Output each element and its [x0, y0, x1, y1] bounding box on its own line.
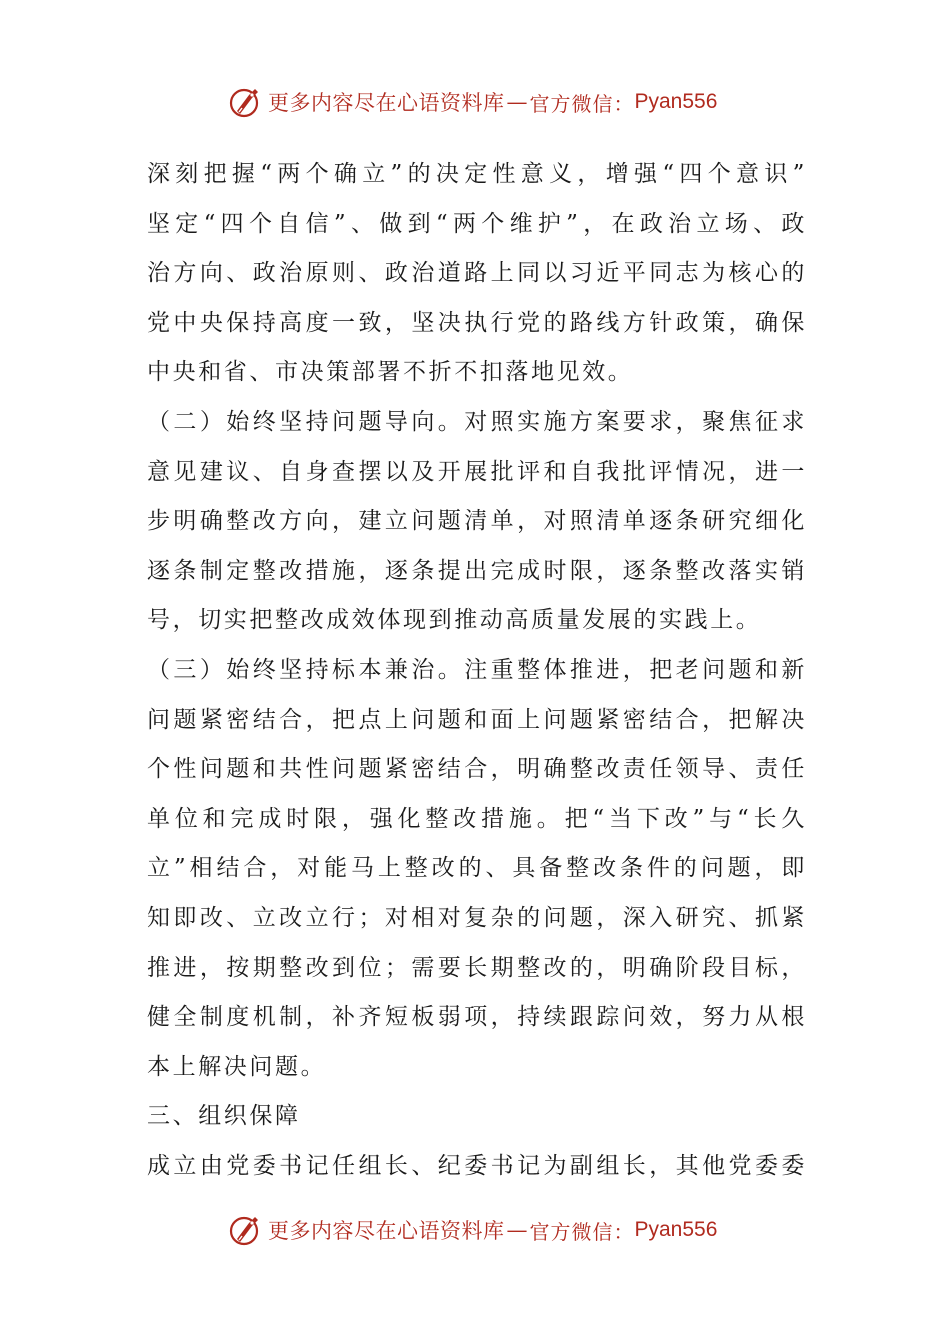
pen-nib-circle-icon: [228, 1212, 264, 1248]
body-line: 治方向、政治原则、政治道路上同以习近平同志为核心的: [147, 260, 807, 287]
body-line: （二）始终坚持问题导向。对照实施方案要求，聚焦征求: [147, 408, 807, 435]
body-line: 党中央保持高度一致，坚决执行党的路线方针政策，确保: [147, 309, 807, 336]
body-line: 问题紧密结合，把点上问题和面上问题紧密结合，把解决: [147, 706, 807, 733]
body-line: 意见建议、自身查摆以及开展批评和自我批评情况，进一: [147, 458, 807, 485]
pen-nib-circle-icon: [228, 84, 264, 120]
body-line: （三）始终坚持标本兼治。注重整体推进，把老问题和新: [147, 656, 807, 683]
banner-brand-text: 更多内容尽在心语资料库: [268, 1219, 505, 1243]
banner-dash: —: [506, 90, 528, 114]
body-line: 推进，按期整改到位；需要长期整改的，明确阶段目标，: [147, 954, 807, 981]
banner-wechat-id: Pyan556: [634, 90, 718, 113]
body-line: 单位和完成时限，强化整改措施。把“当下改”与“长久: [147, 805, 807, 832]
banner-dash: —: [506, 1218, 528, 1242]
section-heading: 三、组织保障: [147, 1103, 301, 1130]
body-line: 坚定“四个自信”、做到“两个维护”，在政治立场、政: [147, 210, 807, 237]
body-line: 本上解决问题。: [147, 1053, 327, 1080]
banner-wechat-id: Pyan556: [634, 1218, 718, 1241]
banner-brand-text: 更多内容尽在心语资料库: [268, 91, 505, 115]
body-line: 知即改、立改立行；对相对复杂的问题，深入研究、抓紧: [147, 904, 807, 931]
footer-banner: [228, 1210, 717, 1250]
body-line: 成立由党委书记任组长、纪委书记为副组长，其他党委委: [147, 1152, 807, 1179]
body-line: 个性问题和共性问题紧密结合，明确整改责任领导、责任: [147, 756, 807, 783]
banner-wechat-label: 官方微信：: [529, 91, 635, 116]
body-line: 步明确整改方向，建立问题清单，对照清单逐条研究细化: [147, 508, 807, 535]
banner-wechat-label: 官方微信：: [529, 1219, 635, 1244]
body-line: 深刻把握“两个确立”的决定性意义，增强“四个意识”: [147, 161, 807, 187]
body-line: 中央和省、市决策部署不折不扣落地见效。: [147, 359, 634, 386]
header-banner: [228, 82, 717, 122]
body-line: 健全制度机制，补齐短板弱项，持续跟踪问效，努力从根: [147, 1004, 807, 1031]
body-line: 逐条制定整改措施，逐条提出完成时限，逐条整改落实销: [147, 557, 807, 584]
body-line: 立”相结合，对能马上整改的、具备整改条件的问题，即: [147, 855, 807, 882]
document-body: [147, 150, 807, 1191]
body-line: 号，切实把整改成效体现到推动高质量发展的实践上。: [147, 607, 762, 634]
